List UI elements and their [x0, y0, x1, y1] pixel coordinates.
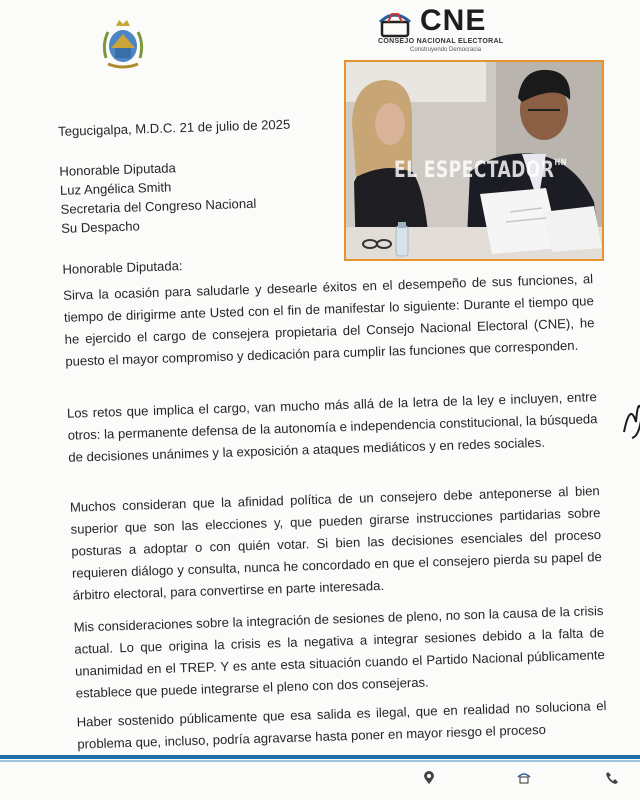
logo-tagline: Construyendo Democracia [410, 47, 482, 53]
phone-icon [605, 771, 619, 785]
paragraph: Muchos consideran que la afinidad política de un consejero debe anteponerse al bien superior que son las elecciones y, que pueden girarse instrucciones partidarias sobre posturas a adoptar o con quién votar. Si bien las decisiones esenciales del proceso requieren diálogo y consulta, nunca he concordado en que el consejero pierda su papel de árbitro electoral, para convertirse en parte interesada. [69, 483, 602, 603]
cne-logo [376, 4, 526, 54]
recipient-line: Honorable Diputada [59, 160, 177, 179]
photo-watermark [394, 158, 567, 183]
cne-small-logo-icon [517, 771, 531, 785]
paragraph: Sirva la ocasión para saludarle y desearle éxitos en el desempeño de sus funciones, al tiempo de dirigirme ante Usted con el fin de manifestar lo siguiente: Durante el tiempo que he ejercido el cargo de consejera propietaria del Consejo Nacional Electoral (CNE), he puesto el mayor compromiso y dedicación para cumplir las funciones que corresponden. [63, 271, 595, 369]
letter-date: Tegucigalpa, M.D.C. 21 de julio de 2025 [57, 116, 291, 139]
paragraph: Los retos que implica el cargo, van mucho más allá de la letra de la ley e incluyen, entre otros: la permanente defensa de la autonomía e independencia constitucional, la búsqueda de decisiones unánimes y la exposición a ataques mediáticos y en redes sociales. [66, 389, 598, 465]
footer-stripe [0, 755, 640, 759]
logo-subtitle: CONSEJO NACIONAL ELECTORAL [378, 38, 504, 45]
signature-fragment-icon [620, 392, 640, 442]
location-pin-icon [422, 771, 436, 785]
salutation: Honorable Diputada: [62, 258, 183, 277]
watermark-main: EL ESPECTADOR [394, 158, 555, 183]
inset-photo [344, 60, 604, 261]
paragraph: Mis consideraciones sobre la integración de sesiones de pleno, no son la causa de la crisis actual. Lo que origina la crisis es la negativa a integrar sesiones debido a la falta de unanimidad en el TREP. Y es ante esta situación cuando el Partido Nacional públicamente establece que puede integrarse el pleno con dos consejeras. [73, 603, 606, 701]
letterhead-footer [0, 755, 640, 800]
recipient-line: Luz Angélica Smith [59, 179, 172, 198]
paragraph: Haber sostenido públicamente que esa salida es ilegal, que en realidad no soluciona el problema que, incluso, podría agravarse hasta poner en mayor riesgo el proceso [76, 697, 607, 752]
footer-stripe-light [0, 760, 640, 762]
ballot-box-icon [376, 10, 414, 38]
watermark-suffix: HN [554, 158, 567, 168]
recipient-line: Su Despacho [60, 218, 140, 236]
logo-wordmark: CNE [420, 4, 487, 37]
coat-of-arms-icon [98, 18, 148, 70]
recipient-line: Secretaria del Congreso Nacional [60, 195, 257, 217]
